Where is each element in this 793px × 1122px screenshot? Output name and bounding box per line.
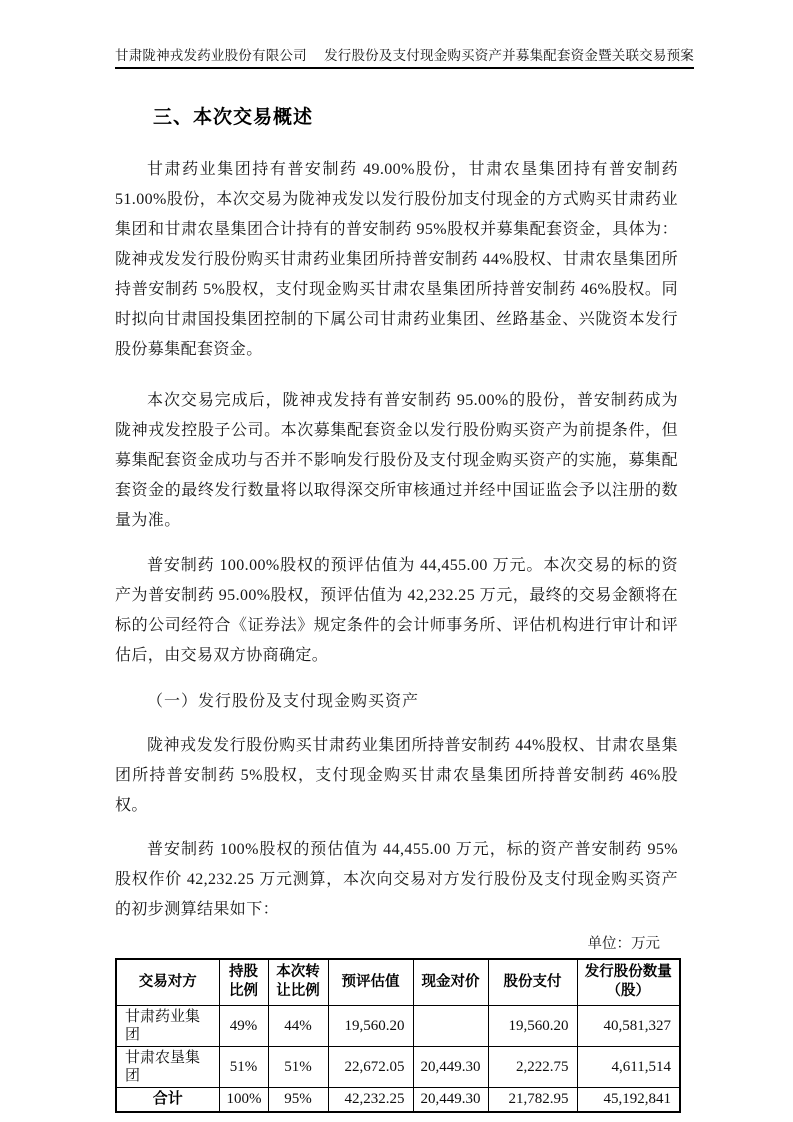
- cell-cash-consideration: 20,449.30: [413, 1046, 488, 1087]
- paragraph-transaction-overview: 甘肃药业集团持有普安制药 49.00%股份，甘肃农垦集团持有普安制药 51.00%股份，本次交易为陇神戎发以发行股份加支付现金的方式购买甘肃药业集团和甘肃农垦集团合计持有的普安制药 95%股权并募集配套资金，具体为：陇神戎发发行股份购买甘肃药业集团所持普安制药 44%股权、甘肃农垦集团所持普安制药 5%股权，支付现金购买甘肃农垦集团所持普安制药 46%股权。同时拟向甘肃国投集团控制的下属公司甘肃药业集团、丝路基金、兴陇资本发行股份募集配套资金。: [115, 161, 678, 358]
- col-header-counterparty: 交易对方: [116, 959, 219, 1005]
- cell-transfer-ratio: 51%: [268, 1046, 328, 1087]
- cell-pre-valuation: 22,672.05: [328, 1046, 413, 1087]
- col-header-cash-consideration: 现金对价: [413, 959, 488, 1005]
- transaction-summary-table: [115, 958, 681, 1113]
- cell-cash-consideration: [413, 1005, 488, 1046]
- cell-transfer-ratio: 44%: [268, 1005, 328, 1046]
- cell-share-payment: 19,560.20: [488, 1005, 577, 1046]
- col-header-holding-ratio: 持股比例: [219, 959, 268, 1005]
- table-row-total: [116, 1087, 680, 1112]
- cell-shares-issued: 45,192,841: [577, 1087, 680, 1112]
- col-header-pre-valuation: 预评估值: [328, 959, 413, 1005]
- page-header: [115, 47, 694, 69]
- cell-share-payment: 21,782.95: [488, 1087, 577, 1112]
- running-header-text: 甘肃陇神戎发药业股份有限公司 发行股份及支付现金购买资产并募集配套资金暨关联交易预案: [115, 47, 694, 69]
- table-unit-label: 单位：万元: [587, 936, 660, 952]
- page-content: [115, 0, 694, 1113]
- paragraph-share-purchase: 陇神戎发发行股份购买甘肃药业集团所持普安制药 44%股权、甘肃农垦集团所持普安制药 5%股权，支付现金购买甘肃农垦集团所持普安制药 46%股权。: [115, 737, 678, 814]
- table-row-agri-group: [116, 1046, 680, 1087]
- cell-pre-valuation: 42,232.25: [328, 1087, 413, 1112]
- col-header-transfer-ratio: 本次转让比例: [268, 959, 328, 1005]
- cell-counterparty: 甘肃农垦集团: [116, 1046, 219, 1087]
- col-header-shares-issued: 发行股份数量（股）: [577, 959, 680, 1005]
- cell-counterparty: 甘肃药业集团: [116, 1005, 219, 1046]
- col-header-share-payment: 股份支付: [488, 959, 577, 1005]
- paragraph-estimate-intro: 普安制药 100%股权的预估值为 44,455.00 万元，标的资产普安制药 95%股权作价 42,232.25 万元测算，本次向交易对方发行股份及支付现金购买资产的初步测算结果如下：: [115, 841, 678, 918]
- cell-shares-issued: 40,581,327: [577, 1005, 680, 1046]
- paragraph-post-transaction: 本次交易完成后，陇神戎发持有普安制药 95.00%的股份，普安制药成为陇神戎发控股子公司。本次募集配套资金以发行股份购买资产为前提条件，但募集配套资金成功与否并不影响发行股份及支付现金购买资产的实施，募集配套资金的最终发行数量将以取得深交所审核通过并经中国证监会予以注册的数量为准。: [115, 392, 678, 529]
- table-header-row: [116, 959, 680, 1005]
- cell-holding-ratio: 49%: [219, 1005, 268, 1046]
- cell-shares-issued: 4,611,514: [577, 1046, 680, 1087]
- cell-share-payment: 2,222.75: [488, 1046, 577, 1087]
- cell-pre-valuation: 19,560.20: [328, 1005, 413, 1046]
- cell-holding-ratio: 100%: [219, 1087, 268, 1112]
- cell-transfer-ratio: 95%: [268, 1087, 328, 1112]
- table-row-pharma-group: [116, 1005, 680, 1046]
- cell-cash-consideration: 20,449.30: [413, 1087, 488, 1112]
- subsection-title: （一）发行股份及支付现金购买资产: [147, 693, 420, 710]
- cell-holding-ratio: 51%: [219, 1046, 268, 1087]
- section-title: 三、本次交易概述: [153, 107, 314, 128]
- paragraph-valuation: 普安制药 100.00%股权的预评估值为 44,455.00 万元。本次交易的标的资产为普安制药 95.00%股权，预评估值为 42,232.25 万元，最终的交易金额将在标的公司经符合《证券法》规定条件的会计师事务所、评估机构进行审计和评估后，由交易双方协商确定。: [115, 557, 678, 664]
- cell-total-label: 合计: [116, 1087, 219, 1112]
